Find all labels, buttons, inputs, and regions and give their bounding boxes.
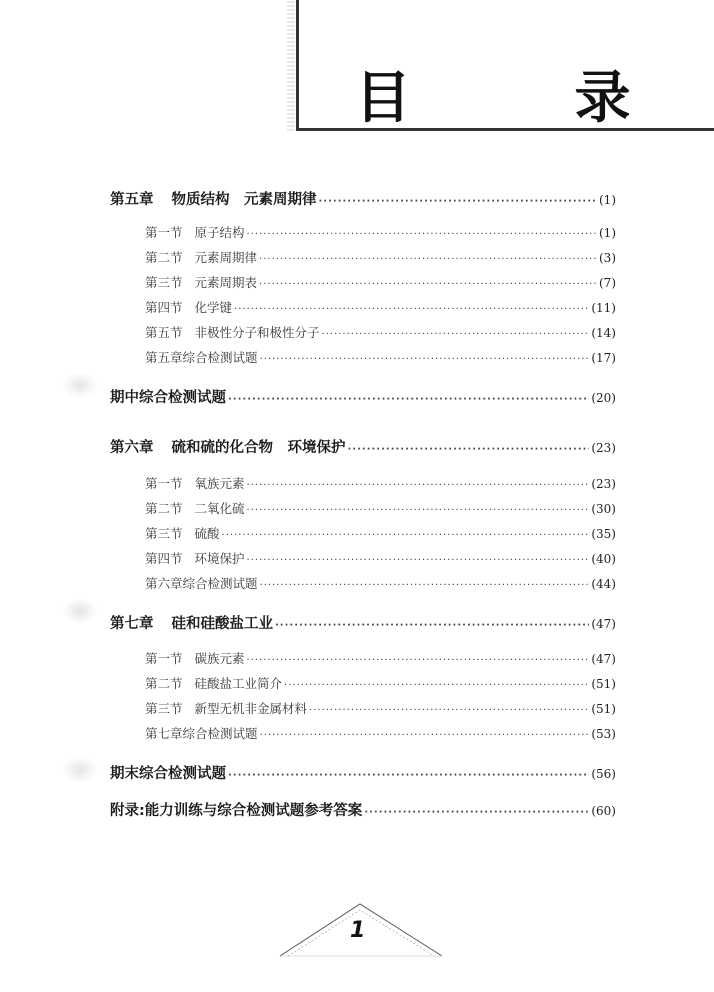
section-number: 第二节: [145, 676, 183, 691]
chapter-number: 第五章: [110, 192, 154, 208]
page-ref: (35): [591, 527, 616, 541]
toc-section[interactable]: [145, 348, 616, 366]
page-ref: (11): [591, 301, 616, 315]
leader-dots: [222, 530, 590, 541]
page-ref: (14): [591, 326, 616, 340]
section-title: 新型无机非金属材料: [194, 701, 308, 716]
section-title: 二氧化硫: [194, 501, 245, 516]
section-number: 第一节: [145, 476, 183, 491]
leader-dots: [247, 480, 590, 491]
leader-dots: [247, 555, 590, 566]
section-number: 第三节: [145, 701, 183, 716]
page-ref: (56): [591, 767, 616, 781]
toc-section[interactable]: [145, 574, 616, 592]
section-title: 碳族元素: [194, 651, 245, 666]
toc-section[interactable]: [145, 323, 616, 341]
leader-dots: [247, 505, 590, 516]
leader-dots: [260, 580, 590, 591]
page-ref: (44): [591, 577, 616, 591]
leader-dots: [260, 354, 590, 365]
section-number: 第三节: [145, 526, 183, 541]
toc-chapter-5[interactable]: [110, 188, 616, 209]
toc-section[interactable]: [145, 248, 616, 266]
side-mark: [62, 598, 98, 624]
section-number: 第一节: [145, 225, 183, 240]
page-ref: (23): [591, 441, 616, 455]
page-ref: (51): [591, 702, 616, 716]
toc-section[interactable]: [145, 223, 616, 241]
page-ref: (1): [599, 193, 616, 207]
leader-dots: [259, 254, 597, 265]
page-ref: (17): [591, 351, 616, 365]
toc-section[interactable]: [145, 298, 616, 316]
leader-dots: [259, 279, 597, 290]
page-ref: (23): [591, 477, 616, 491]
toc-section[interactable]: [145, 524, 616, 542]
toc-section[interactable]: [145, 474, 616, 492]
page-ref: (47): [591, 652, 616, 666]
section-title: 第六章综合检测试题: [145, 576, 258, 591]
toc-section[interactable]: [145, 699, 616, 717]
toc-appendix[interactable]: [110, 799, 616, 820]
chapter-title: 物质结构 元素周期律: [171, 192, 317, 208]
page-ref: (51): [591, 677, 616, 691]
section-number: 第五节: [145, 325, 183, 340]
leader-dots: [348, 444, 590, 455]
side-mark: [62, 372, 98, 398]
leader-dots: [260, 730, 590, 741]
section-title: 环境保护: [194, 551, 245, 566]
chapter-title: 硅和硅酸盐工业: [171, 616, 273, 632]
page-ref: (20): [591, 391, 616, 405]
page-ref: (60): [591, 804, 616, 818]
leader-dots: [228, 770, 589, 781]
section-title: 非极性分子和极性分子: [194, 325, 320, 340]
leader-dots: [284, 680, 589, 691]
chapter-number: 第六章: [110, 440, 154, 456]
leader-dots: [247, 655, 590, 666]
page-title: 目 录: [355, 66, 703, 131]
toc-section[interactable]: [145, 649, 616, 667]
page-ref: (47): [591, 617, 616, 631]
section-title: 元素周期律: [194, 250, 258, 265]
section-title: 原子结构: [194, 225, 245, 240]
leader-dots: [247, 229, 597, 240]
toc-section[interactable]: [145, 724, 616, 742]
leader-dots: [309, 705, 589, 716]
toc-chapter-6[interactable]: [110, 436, 616, 457]
chapter-title: 附录:能力训练与综合检测试题参考答案: [110, 803, 363, 819]
section-title: 化学键: [194, 300, 233, 315]
section-number: 第一节: [145, 651, 183, 666]
page-ref: (40): [591, 552, 616, 566]
chapter-title: 期末综合检测试题: [110, 766, 226, 782]
leader-dots: [319, 196, 598, 207]
page-ref: (3): [599, 251, 616, 265]
chapter-number: 第七章: [110, 616, 154, 632]
leader-dots: [228, 394, 589, 405]
section-number: 第二节: [145, 250, 183, 265]
toc-final[interactable]: [110, 762, 616, 783]
leader-dots: [234, 304, 589, 315]
toc-section[interactable]: [145, 549, 616, 567]
section-number: 第四节: [145, 300, 183, 315]
page-number: 1: [350, 918, 366, 943]
side-mark: [62, 757, 98, 783]
page-ref: (30): [591, 502, 616, 516]
section-number: 第四节: [145, 551, 183, 566]
toc-section[interactable]: [145, 273, 616, 291]
section-title: 氧族元素: [194, 476, 245, 491]
section-title: 硫酸: [194, 526, 220, 541]
toc-chapter-7[interactable]: [110, 612, 616, 633]
page-ref: (7): [599, 276, 616, 290]
page-ref: (53): [591, 727, 616, 741]
leader-dots: [364, 807, 589, 818]
section-number: 第三节: [145, 275, 183, 290]
section-number: 第二节: [145, 501, 183, 516]
leader-dots: [322, 329, 590, 340]
section-title: 第七章综合检测试题: [145, 726, 258, 741]
section-title: 硅酸盐工业简介: [194, 676, 283, 691]
chapter-title: 期中综合检测试题: [110, 390, 226, 406]
section-title: 第五章综合检测试题: [145, 350, 258, 365]
page-ref: (1): [599, 226, 616, 240]
chapter-title: 硫和硫的化合物 环境保护: [171, 440, 346, 456]
toc-section[interactable]: [145, 674, 616, 692]
leader-dots: [275, 620, 589, 631]
toc-midterm[interactable]: [110, 386, 616, 407]
section-title: 元素周期表: [194, 275, 258, 290]
toc-section[interactable]: [145, 499, 616, 517]
